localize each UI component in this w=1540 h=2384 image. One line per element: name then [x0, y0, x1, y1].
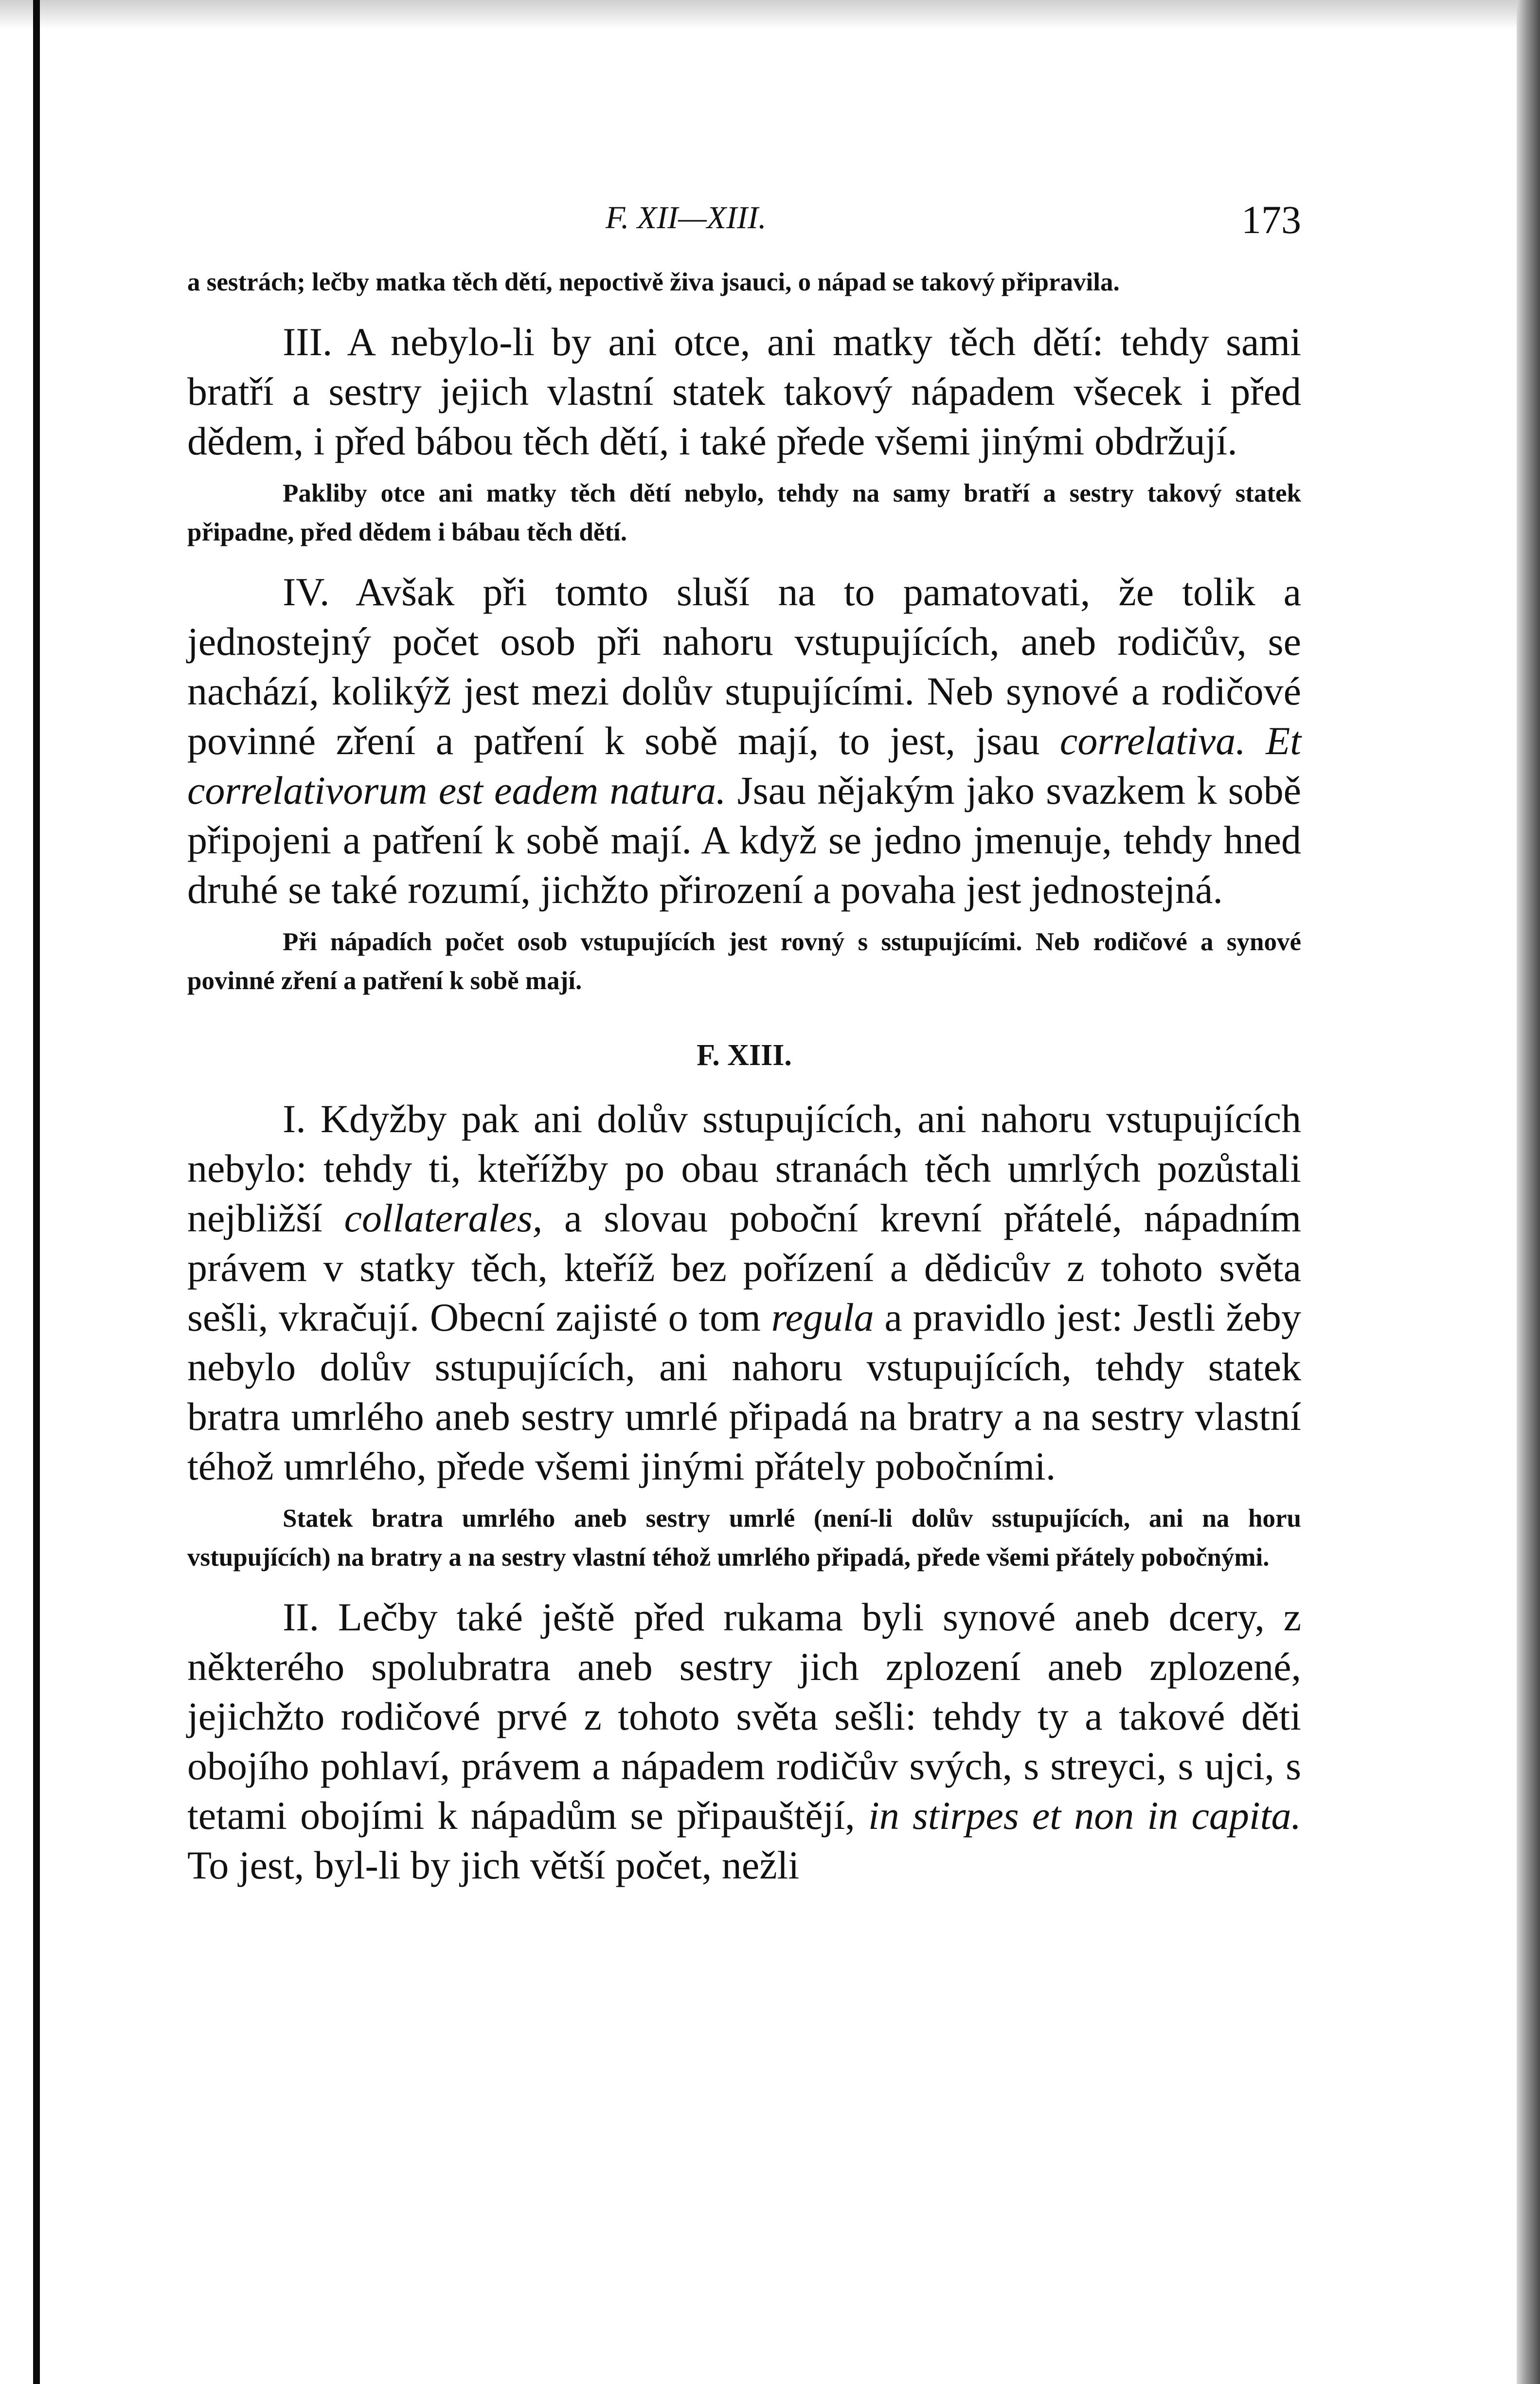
main-paragraph-i [187, 1094, 1301, 1491]
note-paragraph-2: Pakliby otce ani matky těch dětí nebylo, tehdy na samy bratří a sestry takový statek připadne, před dědem i bábau těch dětí. [187, 479, 1301, 546]
latin-phrase: in stirpes et non in capita. [868, 1793, 1301, 1838]
running-header [187, 190, 1301, 263]
paragraph-text: IV. Avšak při tomto sluší na to pamatovati, že tolik a jednostejný počet osob při nahoru vstupujících, aneb rodičův, se nachází, kolikýž jest mezi dolův stupujícími. Neb synové a rodičové povinné zření a patření k sobě mají, to jest, jsau [187, 570, 1301, 763]
note-paragraph-4: Statek bratra umrlého aneb sestry umrlé (není-li dolův sstupujících, ani na horu vstupujících) na bratry a na sestry vlastní téhož umrlého připadá, přede všemi přátely pobočnými. [187, 1504, 1301, 1571]
scan-shadow-top [0, 0, 1540, 29]
book-page [187, 190, 1301, 1890]
paragraph-text: I. Kdyžby pak ani dolův sstupujících, ani nahoru vstupujících nebylo: tehdy ti, kteřížby po obau stranách těch umrlých pozůstali nejbližší [187, 1097, 1301, 1240]
main-paragraph-iv [187, 567, 1301, 915]
paragraph-text: II. Lečby také ještě před rukama byli synové aneb dcery, z některého spolubratra aneb sestry jich zplození aneb zplozené, jejichžto rodičové prvé z tohoto světa sešli: tehdy ty a takové děti obojího pohlaví, právem a nápadem rodičův svých, s streyci, s ujci, s tetami obojími k nápadům se připauštějí, [187, 1595, 1301, 1838]
latin-phrase: collaterales, [344, 1196, 543, 1240]
note-paragraph-3: Při nápadích počet osob vstupujících jest rovný s sstupujícími. Neb rodičové a synové povinné zření a patření k sobě mají. [187, 928, 1301, 995]
paragraph-text: Jsau nějakým jako svazkem k sobě připojeni a patření k sobě mají. A když se jedno jmenuje, tehdy hned druhé se také rozumí, jichžto přirození a povaha jest jednostejná. [187, 768, 1302, 912]
page-number: 173 [1241, 198, 1301, 242]
main-paragraph-iii: III. A nebylo-li by ani otce, ani matky těch dětí: tehdy sami bratří a sestry jejich vlastní statek takový nápadem všecek i před dědem, i před bábou těch dětí, i také přede všemi jinými obdržují. [187, 320, 1301, 463]
main-paragraph-ii [187, 1592, 1301, 1890]
scan-binding-edge [33, 0, 40, 2384]
section-title: F. XII—XIII. [606, 200, 767, 235]
section-heading: F. XIII. [697, 1039, 792, 1072]
paragraph-text: To jest, byl-li by jich větší počet, nežli [187, 1843, 800, 1887]
latin-phrase: regula [771, 1295, 874, 1339]
scan-shadow-right [1517, 0, 1540, 2384]
paragraph-text: a pravidlo jest: Jestli žeby nebylo dolův sstupujících, ani nahoru vstupujících, tehdy statek bratra umrlého aneb sestry umrlé připadá na bratry a na sestry vlastní téhož umrlého, přede všemi jinými přátely pobočními. [187, 1295, 1302, 1488]
paragraph-text: a slovau poboční krevní přátelé, nápadním právem v statky těch, kteříž bez pořízení a dědicův z tohoto světa sešli, vkračují. Obecní zajisté o tom [187, 1196, 1302, 1339]
latin-phrase: correlativa. Et correlativorum est eadem natura. [187, 719, 1302, 813]
note-paragraph-1: a sestrách; lečby matka těch dětí, nepoctivě živa jsauci, o nápad se takový připravila. [187, 268, 1120, 296]
